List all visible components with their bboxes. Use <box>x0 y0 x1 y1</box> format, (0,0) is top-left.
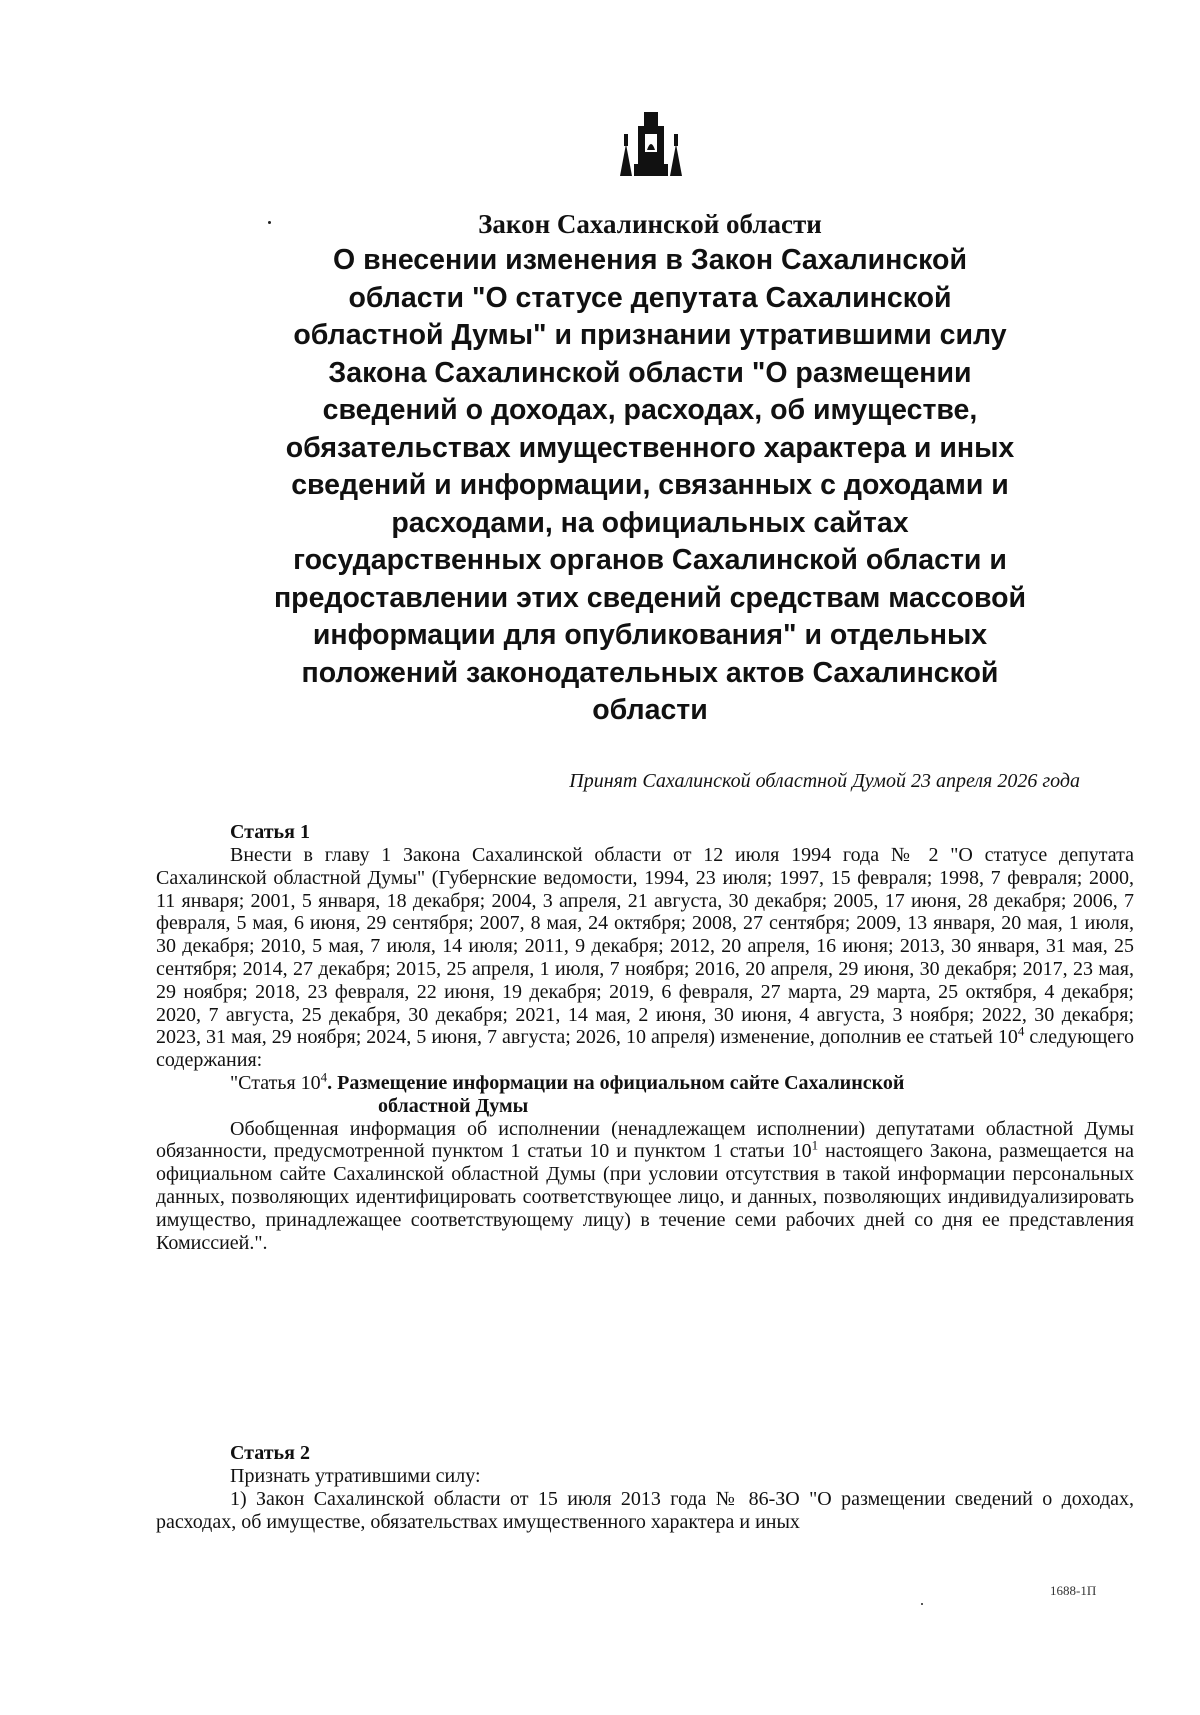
article-1 <box>156 820 1134 1254</box>
title-line: областной Думы" и признании утратившими силу <box>293 319 1007 351</box>
title-line: положений законодательных актов Сахалинской <box>301 656 999 689</box>
sakhalin-emblem-icon <box>614 104 688 180</box>
article-2-heading: Статья 2 <box>230 1442 310 1464</box>
title-line: сведений о доходах, расходах, об имуществе, <box>322 394 978 426</box>
document-title <box>210 242 1090 730</box>
title-line: сведений и информации, связанных с доходами и <box>291 469 1009 501</box>
title-line: области <box>592 694 708 726</box>
article-2-intro: Признать утратившими силу: <box>230 1465 481 1487</box>
title-line: О внесении изменения в Закон Сахалинской <box>333 244 967 276</box>
scan-speck <box>268 221 271 224</box>
article-10-4-heading: "Статья $10^4$. Размещение информации на официальном сайте Сахалинской областной Думы <box>230 1069 905 1117</box>
document-type: Закон Сахалинской области <box>478 209 822 239</box>
page-code: 1688-1П <box>1050 1583 1097 1598</box>
title-block <box>210 206 1090 730</box>
article-2-item-1: 1) Закон Сахалинской области от 15 июля 2013 года № 86-ЗО "О размещении сведений о доходах, расходах, об имуществе, обязательствах имущественного характера и иных <box>156 1487 1134 1533</box>
title-line: Закона Сахалинской области "О размещении <box>328 356 972 389</box>
title-line: информации для опубликования" и отдельных <box>312 619 988 651</box>
title-line: предоставлении этих сведений средствам массовой <box>273 581 1027 614</box>
title-line: расходами, на официальных сайтах <box>391 506 909 539</box>
article-1-paragraph: Внести в главу 1 Закона Сахалинской области от 12 июля 1994 года № 2 "О статусе депутата Сахалинской областной Думы" (Губернские ведомости, 1994, 23 июля; 1997, 15 февраля; 1998, 7 февраля; 2000, 11 января; 2001, 5 января, 18 декабря; 2004, 3 апреля, 21 августа, 30 декабря; 2005, 17 июня, 28 декабря; 2006, 7 февраля, 5 мая, 6 июня, 29 сентября; 2007, 8 мая, 24 октября; 2008, 27 сентября; 2009, 13 января, 20 мая, 1 июля, 30 декабря; 2010, 5 мая, 7 июля, 14 июля; 2011, 9 декабря; 2012, 20 апреля, 16 июня; 2013, 30 января, 31 мая, 25 сентября; 2014, 27 декабря; 2015, 25 апреля, 1 июля, 7 ноября; 2016, 20 апреля, 29 июня, 30 декабря; 2017, 23 мая, 29 ноября; 2018, 23 февраля, 22 июня, 19 декабря; 2019, 6 февраля, 27 марта, 29 марта, 25 октября, 4 декабря; 2020, 7 августа, 25 декабря, 30 декабря; 2021, 14 мая, 2 июня, 30 июня, 4 августа, 3 ноября; 2022, 30 декабря; 2023, 31 мая, 29 ноября; 2024, 5 июня, 7 августа; 2026, 10 апреля) изменение, дополнив ее статьей $10^4$ следующего содержания: <box>156 844 1134 1072</box>
title-line: области "О статусе депутата Сахалинской <box>348 281 952 314</box>
article-2 <box>156 1441 1134 1533</box>
title-line: обязательствах имущественного характера и иных <box>285 431 1015 464</box>
adoption-note: Принят Сахалинской областной Думой 23 апреля 2026 года <box>569 770 1080 792</box>
title-line: государственных органов Сахалинской области и <box>293 544 1007 576</box>
scan-speck <box>921 1603 923 1605</box>
superscript: 4 <box>1017 1023 1025 1039</box>
article-1-heading: Статья 1 <box>230 821 310 843</box>
article-10-4-paragraph: Обобщенная информация об исполнении (ненадлежащем исполнении) депутатами областной Думы обязанности, предусмотренной пунктом 1 статьи 10 и пунктом 1 статьи $10^1$ настоящего Закона, размещается на официальном сайте Сахалинской областной Думы (при условии отсутствия в такой информации персональных данных, позволяющих идентифицировать соответствующее лицо, и данных, позволяющих индивидуализировать имущество, принадлежащее соответствующему лицу) в течение семи рабочих дней со дня ее представления Комиссией.". <box>156 1117 1134 1254</box>
